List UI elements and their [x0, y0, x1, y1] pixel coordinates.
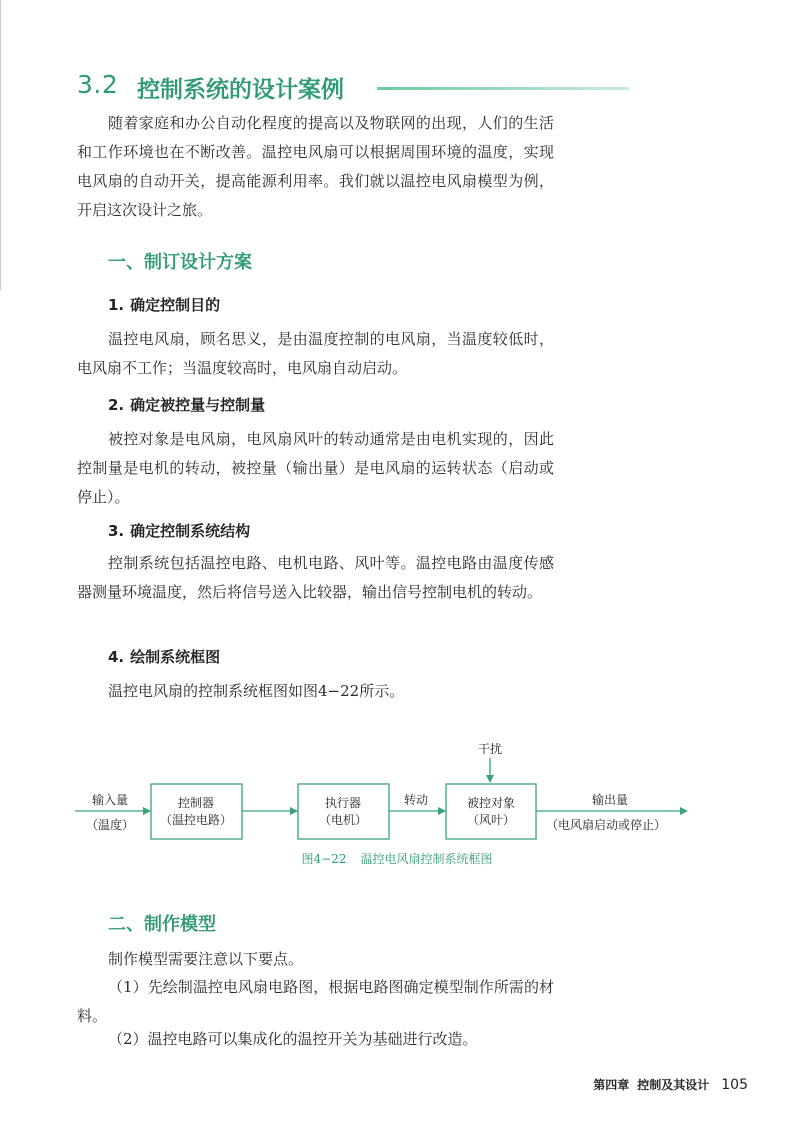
- part2-heading: 二、制作模型: [108, 914, 216, 935]
- output-sublabel: （电风扇启动或停止）: [545, 818, 667, 832]
- page-number: 105: [721, 1077, 748, 1093]
- step4-title: 绘制系统框图: [130, 648, 221, 666]
- section-heading: [77, 70, 557, 106]
- rotation-label: 转动: [403, 793, 429, 807]
- step1-text: 温控电风扇，顾名思义，是由温度控制的电风扇，当温度较低时，电风扇不工作；当温度较高时，电风扇自动启动。: [77, 330, 554, 377]
- input-label: 输入量: [91, 793, 129, 807]
- plant-block: [446, 784, 536, 839]
- controller-label: 控制器: [177, 796, 215, 810]
- page-edge-line: [0, 0, 1, 290]
- part1-heading: 一、制订设计方案: [108, 252, 252, 273]
- step1-title: 确定控制目的: [130, 296, 221, 314]
- part2-lead: 制作模型需要注意以下要点。: [108, 950, 304, 968]
- plant-label: 被控对象: [466, 796, 516, 810]
- page-footer: [593, 1076, 748, 1093]
- plant-sublabel: （风叶）: [466, 813, 516, 827]
- output-label: 输出量: [591, 793, 629, 807]
- title-rule: [377, 87, 629, 90]
- part2-point-2: （2）温控电路可以集成化的温控开关为基础进行改造。: [108, 1030, 478, 1048]
- step2-number: 2.: [108, 396, 125, 414]
- figure-caption: [0, 850, 794, 867]
- intro-paragraph: 随着家庭和办公自动化程度的提高以及物联网的出现，人们的生活和工作环境也在不断改善。温控电风扇可以根据周围环境的温度，实现电风扇的自动开关，提高能源利用率。我们就以温控电风扇模型为例，开启这次设计之旅。: [77, 114, 554, 219]
- step3-number: 3.: [108, 522, 125, 540]
- step3-title: 确定控制系统结构: [130, 522, 251, 540]
- section-number: 3.2: [77, 70, 119, 99]
- step2-text: 被控对象是电风扇，电风扇风叶的转动通常是由电机实现的，因此控制量是电机的转动，被控量（输出量）是电风扇的运转状态（启动或停止）。: [77, 430, 554, 506]
- step4-text: 温控电风扇的控制系统框图如图4−22所示。: [108, 682, 405, 700]
- actuator-label: 执行器: [324, 796, 362, 810]
- footer-topic: 控制及其设计: [637, 1078, 710, 1092]
- step3-text: 控制系统包括温控电路、电机电路、风叶等。温控电路由温度传感器测量环境温度，然后将信号送入比较器，输出信号控制电机的转动。: [77, 554, 554, 601]
- step2-title: 确定被控量与控制量: [130, 396, 266, 414]
- part2-point-1: （1）先绘制温控电风扇电路图，根据电路图确定模型制作所需的材料。: [77, 978, 554, 1025]
- actuator-sublabel: （电机）: [318, 813, 368, 827]
- section-title: 控制系统的设计案例: [137, 77, 344, 103]
- actuator-block: [298, 784, 389, 839]
- disturbance-label: 干扰: [477, 742, 503, 756]
- figure-number: 图4−22: [301, 852, 347, 866]
- figure-caption-text: 温控电风扇控制系统框图: [360, 852, 493, 866]
- step4-heading: [108, 646, 220, 667]
- step4-number: 4.: [108, 648, 125, 666]
- step1-heading: [108, 294, 220, 315]
- controller-block: [151, 784, 242, 839]
- footer-chapter: 第四章: [593, 1078, 630, 1092]
- controller-sublabel: （温控电路）: [159, 813, 233, 827]
- input-sublabel: （温度）: [85, 818, 135, 832]
- step1-number: 1.: [108, 296, 125, 314]
- block-diagram-svg: [70, 740, 700, 850]
- step2-heading: [108, 394, 265, 415]
- step3-heading: [108, 520, 250, 541]
